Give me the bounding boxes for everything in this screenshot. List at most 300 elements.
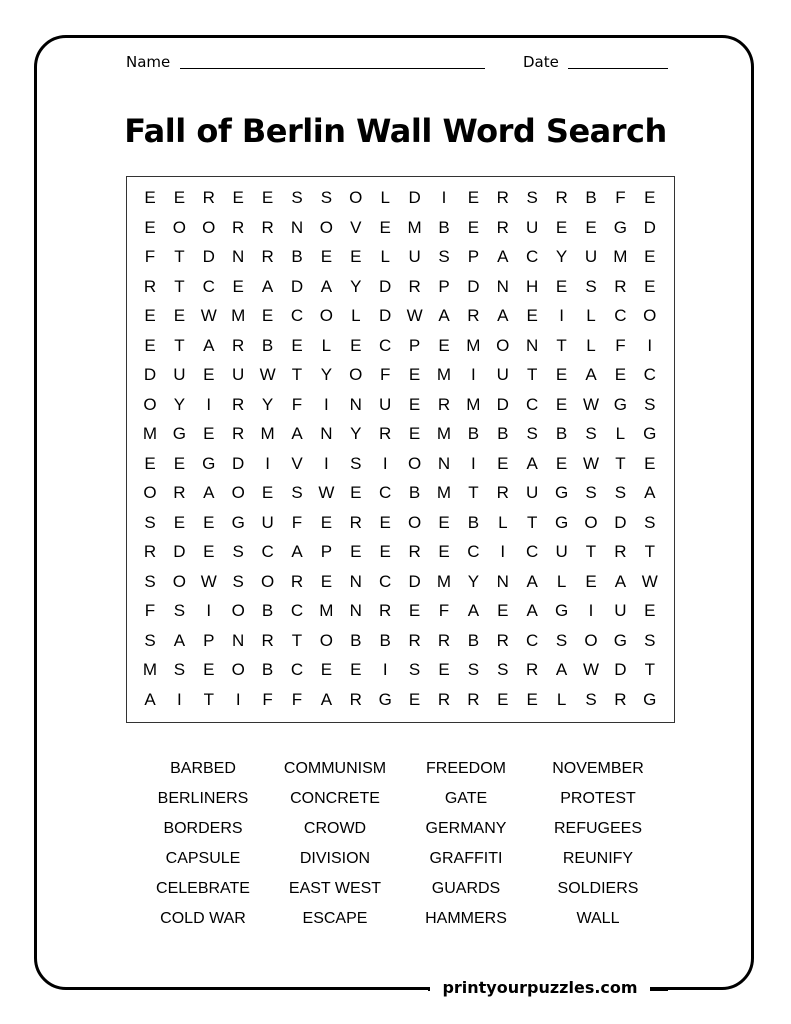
grid-letter[interactable]: B xyxy=(467,512,480,532)
grid-letter[interactable]: I xyxy=(500,542,506,561)
grid-letter[interactable]: P xyxy=(203,630,215,650)
grid-letter[interactable]: C xyxy=(379,335,392,355)
grid-letter[interactable]: C xyxy=(643,365,656,384)
grid-letter[interactable]: W xyxy=(582,660,600,679)
grid-letter[interactable]: S xyxy=(585,689,597,709)
grid-letter[interactable]: R xyxy=(143,276,157,296)
grid-letter[interactable]: S xyxy=(585,276,597,296)
grid-letter[interactable]: T xyxy=(585,542,597,561)
grid-letter[interactable]: F xyxy=(615,335,626,355)
grid-letter[interactable]: U xyxy=(584,247,598,266)
grid-letter[interactable]: S xyxy=(614,483,627,502)
grid-letter[interactable]: S xyxy=(173,601,186,620)
grid-letter[interactable]: R xyxy=(614,689,627,709)
grid-letter[interactable]: A xyxy=(291,424,303,443)
grid-letter[interactable]: W xyxy=(406,306,423,325)
grid-letter[interactable]: C xyxy=(290,306,304,325)
grid-letter[interactable]: T xyxy=(615,453,626,473)
grid-letter[interactable]: N xyxy=(349,571,362,591)
grid-letter[interactable]: D xyxy=(143,365,157,384)
grid-letter[interactable]: O xyxy=(172,571,186,591)
grid-letter[interactable]: E xyxy=(203,542,215,561)
grid-letter[interactable]: E xyxy=(350,542,362,561)
grid-letter[interactable]: R xyxy=(349,512,362,532)
grid-letter[interactable]: T xyxy=(526,512,538,532)
grid-letter[interactable]: R xyxy=(232,394,245,414)
grid-letter[interactable]: R xyxy=(173,483,186,502)
grid-letter[interactable]: B xyxy=(291,247,303,266)
grid-letter[interactable]: L xyxy=(498,512,508,532)
grid-letter[interactable]: D xyxy=(408,188,421,207)
grid-letter[interactable]: A xyxy=(203,483,215,502)
grid-letter[interactable]: A xyxy=(203,335,215,355)
grid-letter[interactable]: O xyxy=(349,365,363,384)
grid-letter[interactable]: A xyxy=(526,453,538,473)
grid-letter[interactable]: C xyxy=(526,542,539,561)
grid-letter[interactable]: S xyxy=(144,571,156,591)
grid-letter[interactable]: T xyxy=(174,335,185,355)
grid-letter[interactable]: F xyxy=(144,247,156,266)
grid-letter[interactable]: O xyxy=(202,217,216,237)
grid-letter[interactable]: B xyxy=(467,630,480,650)
grid-letter[interactable]: R xyxy=(496,630,509,650)
grid-letter[interactable]: I xyxy=(647,335,653,355)
grid-letter[interactable]: R xyxy=(261,630,274,650)
grid-letter[interactable]: A xyxy=(644,483,656,502)
grid-letter[interactable]: W xyxy=(641,571,658,591)
grid-letter[interactable]: B xyxy=(467,424,480,443)
grid-letter[interactable]: E xyxy=(644,247,656,266)
grid-letter[interactable]: D xyxy=(643,217,656,237)
grid-letter[interactable]: W xyxy=(318,483,335,502)
grid-letter[interactable]: L xyxy=(556,689,567,709)
grid-letter[interactable]: L xyxy=(380,247,390,266)
grid-letter[interactable]: O xyxy=(143,483,157,502)
grid-letter[interactable]: L xyxy=(556,571,567,591)
grid-letter[interactable]: E xyxy=(261,483,274,502)
grid-letter[interactable]: C xyxy=(290,601,304,620)
grid-letter[interactable]: B xyxy=(408,483,421,502)
grid-letter[interactable]: T xyxy=(174,247,185,266)
grid-letter[interactable]: O xyxy=(143,394,157,414)
grid-letter[interactable]: R xyxy=(379,424,392,443)
grid-letter[interactable]: R xyxy=(232,424,245,443)
grid-letter[interactable]: E xyxy=(144,306,156,325)
grid-letter[interactable]: D xyxy=(379,276,392,296)
grid-letter[interactable]: S xyxy=(408,660,421,679)
grid-letter[interactable]: S xyxy=(497,660,509,679)
grid-letter[interactable]: D xyxy=(496,394,509,414)
grid-letter[interactable]: C xyxy=(379,571,392,591)
grid-letter[interactable]: T xyxy=(644,542,655,561)
grid-letter[interactable]: E xyxy=(644,601,656,620)
grid-letter[interactable]: E xyxy=(379,217,391,237)
grid-letter[interactable]: U xyxy=(526,483,539,502)
grid-letter[interactable]: S xyxy=(467,660,480,679)
grid-letter[interactable]: E xyxy=(585,217,597,237)
grid-letter[interactable]: M xyxy=(613,247,628,266)
grid-letter[interactable]: B xyxy=(585,188,597,207)
grid-letter[interactable]: M xyxy=(142,660,158,679)
grid-letter[interactable]: S xyxy=(644,512,656,532)
grid-letter[interactable]: S xyxy=(555,630,568,650)
grid-letter[interactable]: G xyxy=(613,217,627,237)
grid-letter[interactable]: O xyxy=(231,483,245,502)
grid-letter[interactable]: A xyxy=(497,306,509,325)
grid-letter[interactable]: E xyxy=(467,188,480,207)
grid-letter[interactable]: B xyxy=(497,424,509,443)
grid-letter[interactable]: S xyxy=(585,483,597,502)
grid-letter[interactable]: B xyxy=(350,630,362,650)
grid-letter[interactable]: V xyxy=(350,217,362,237)
grid-letter[interactable]: A xyxy=(144,689,156,709)
grid-letter[interactable]: E xyxy=(438,660,450,679)
grid-letter[interactable]: C xyxy=(526,247,539,266)
grid-letter[interactable]: F xyxy=(144,601,156,620)
grid-letter[interactable]: D xyxy=(467,276,480,296)
grid-letter[interactable]: M xyxy=(436,483,452,502)
grid-letter[interactable]: E xyxy=(408,365,421,384)
grid-letter[interactable]: C xyxy=(261,542,274,561)
grid-letter[interactable]: G xyxy=(613,394,627,414)
grid-letter[interactable]: T xyxy=(203,689,214,709)
grid-letter[interactable]: A xyxy=(261,276,274,296)
grid-letter[interactable]: I xyxy=(588,601,594,620)
grid-letter[interactable]: A xyxy=(320,689,333,709)
grid-letter[interactable]: N xyxy=(349,601,362,620)
grid-letter[interactable]: Y xyxy=(261,394,274,414)
grid-letter[interactable]: N xyxy=(232,630,245,650)
grid-letter[interactable]: F xyxy=(291,394,303,414)
grid-letter[interactable]: E xyxy=(467,217,480,237)
grid-letter[interactable]: O xyxy=(584,630,598,650)
grid-letter[interactable]: S xyxy=(232,571,244,591)
grid-letter[interactable]: A xyxy=(614,571,627,591)
grid-letter[interactable]: O xyxy=(496,335,510,355)
grid-letter[interactable]: B xyxy=(261,335,274,355)
grid-letter[interactable]: E xyxy=(644,453,656,473)
grid-letter[interactable]: S xyxy=(144,512,156,532)
grid-letter[interactable]: R xyxy=(496,483,509,502)
grid-letter[interactable]: O xyxy=(407,512,422,532)
grid-letter[interactable]: A xyxy=(585,365,597,384)
grid-letter[interactable]: O xyxy=(643,306,657,325)
grid-letter[interactable]: E xyxy=(173,453,186,473)
grid-letter[interactable]: E xyxy=(291,335,303,355)
grid-letter[interactable]: E xyxy=(320,247,333,266)
grid-letter[interactable]: R xyxy=(437,689,451,709)
grid-letter[interactable]: G xyxy=(643,424,657,443)
grid-letter[interactable]: R xyxy=(232,217,245,237)
grid-letter[interactable]: S xyxy=(232,542,244,561)
grid-letter[interactable]: E xyxy=(438,335,450,355)
grid-letter[interactable]: E xyxy=(408,689,421,709)
grid-letter[interactable]: G xyxy=(554,512,569,532)
grid-letter[interactable]: F xyxy=(291,512,303,532)
grid-letter[interactable]: L xyxy=(351,306,361,325)
grid-letter[interactable]: O xyxy=(231,660,245,679)
grid-letter[interactable]: E xyxy=(350,483,362,502)
grid-letter[interactable]: L xyxy=(615,424,626,443)
grid-letter[interactable]: T xyxy=(291,365,303,384)
grid-letter[interactable]: O xyxy=(319,630,333,650)
grid-letter[interactable]: O xyxy=(349,188,363,207)
grid-letter[interactable]: E xyxy=(144,453,156,473)
grid-letter[interactable]: S xyxy=(438,247,450,266)
grid-letter[interactable]: D xyxy=(232,453,245,473)
grid-letter[interactable]: B xyxy=(261,601,274,620)
date-line[interactable] xyxy=(568,68,668,69)
grid-letter[interactable]: U xyxy=(614,601,627,620)
grid-letter[interactable]: G xyxy=(202,453,216,473)
grid-letter[interactable]: I xyxy=(471,453,476,473)
grid-letter[interactable]: R xyxy=(496,217,509,237)
grid-letter[interactable]: E xyxy=(350,660,362,679)
grid-letter[interactable]: E xyxy=(144,188,156,207)
grid-letter[interactable]: D xyxy=(290,276,304,296)
grid-letter[interactable]: S xyxy=(173,660,186,679)
grid-letter[interactable]: I xyxy=(471,365,476,384)
grid-letter[interactable]: A xyxy=(555,660,568,679)
grid-letter[interactable]: R xyxy=(496,188,509,207)
grid-letter[interactable]: E xyxy=(438,512,450,532)
grid-letter[interactable]: T xyxy=(291,630,303,650)
grid-letter[interactable]: R xyxy=(143,542,157,561)
grid-letter[interactable]: Y xyxy=(173,394,186,414)
grid-letter[interactable]: B xyxy=(555,424,568,443)
grid-letter[interactable]: E xyxy=(350,335,362,355)
grid-letter[interactable]: E xyxy=(614,365,627,384)
grid-letter[interactable]: E xyxy=(232,188,244,207)
grid-letter[interactable]: E xyxy=(408,424,421,443)
grid-letter[interactable]: T xyxy=(556,335,567,355)
grid-letter[interactable]: R xyxy=(202,188,215,207)
grid-letter[interactable]: O xyxy=(319,306,333,325)
grid-letter[interactable]: L xyxy=(321,335,332,355)
grid-letter[interactable]: R xyxy=(349,689,362,709)
grid-letter[interactable]: E xyxy=(555,453,568,473)
grid-letter[interactable]: U xyxy=(526,217,539,237)
grid-letter[interactable]: Y xyxy=(350,276,362,296)
grid-letter[interactable]: Y xyxy=(555,247,568,266)
grid-letter[interactable]: N xyxy=(526,335,539,355)
grid-letter[interactable]: H xyxy=(526,276,539,296)
grid-letter[interactable]: W xyxy=(200,306,217,325)
grid-letter[interactable]: L xyxy=(586,335,596,355)
grid-letter[interactable]: R xyxy=(437,394,451,414)
grid-letter[interactable]: A xyxy=(526,571,538,591)
grid-letter[interactable]: U xyxy=(555,542,568,561)
grid-letter[interactable]: M xyxy=(231,306,246,325)
grid-letter[interactable]: E xyxy=(497,601,509,620)
grid-letter[interactable]: M xyxy=(466,394,481,414)
grid-letter[interactable]: E xyxy=(144,217,156,237)
grid-letter[interactable]: L xyxy=(586,306,596,325)
grid-letter[interactable]: U xyxy=(496,365,509,384)
grid-letter[interactable]: T xyxy=(174,276,185,296)
grid-letter[interactable]: F xyxy=(615,188,626,207)
grid-letter[interactable]: F xyxy=(291,689,303,709)
grid-letter[interactable]: E xyxy=(555,394,568,414)
grid-letter[interactable]: L xyxy=(380,188,390,207)
grid-letter[interactable]: E xyxy=(320,660,333,679)
grid-letter[interactable]: R xyxy=(614,542,627,561)
grid-letter[interactable]: F xyxy=(438,601,450,620)
grid-letter[interactable]: F xyxy=(262,689,273,709)
grid-letter[interactable]: E xyxy=(644,276,656,296)
grid-letter[interactable]: R xyxy=(408,630,421,650)
grid-letter[interactable]: Y xyxy=(350,424,362,443)
grid-letter[interactable]: I xyxy=(206,601,212,620)
grid-letter[interactable]: E xyxy=(555,217,568,237)
grid-letter[interactable]: R xyxy=(290,571,304,591)
grid-letter[interactable]: U xyxy=(261,512,274,532)
grid-letter[interactable]: R xyxy=(408,276,421,296)
grid-letter[interactable]: I xyxy=(441,188,447,207)
grid-letter[interactable]: G xyxy=(554,601,569,620)
grid-letter[interactable]: S xyxy=(585,424,597,443)
grid-letter[interactable]: R xyxy=(261,247,274,266)
grid-letter[interactable]: G xyxy=(643,689,657,709)
grid-letter[interactable]: C xyxy=(526,394,539,414)
grid-letter[interactable]: A xyxy=(438,306,450,325)
grid-letter[interactable]: I xyxy=(382,660,388,679)
grid-letter[interactable]: E xyxy=(526,689,538,709)
grid-letter[interactable]: I xyxy=(177,689,182,709)
grid-letter[interactable]: G xyxy=(378,689,392,709)
grid-letter[interactable]: U xyxy=(173,365,186,384)
grid-letter[interactable]: T xyxy=(526,365,538,384)
grid-letter[interactable]: I xyxy=(235,689,241,709)
grid-letter[interactable]: R xyxy=(261,217,274,237)
grid-letter[interactable]: N xyxy=(320,424,333,443)
grid-letter[interactable]: A xyxy=(291,542,303,561)
grid-letter[interactable]: I xyxy=(206,394,212,414)
grid-letter[interactable]: D xyxy=(408,571,421,591)
grid-letter[interactable]: R xyxy=(437,630,451,650)
grid-letter[interactable]: N xyxy=(496,276,509,296)
grid-letter[interactable]: A xyxy=(467,601,480,620)
grid-letter[interactable]: R xyxy=(467,689,480,709)
grid-letter[interactable]: Y xyxy=(467,571,480,591)
grid-letter[interactable]: M xyxy=(436,365,452,384)
grid-letter[interactable]: W xyxy=(200,571,217,591)
grid-letter[interactable]: R xyxy=(526,660,539,679)
grid-letter[interactable]: C xyxy=(202,276,215,296)
grid-letter[interactable]: R xyxy=(232,335,245,355)
grid-letter[interactable]: N xyxy=(437,453,451,473)
grid-letter[interactable]: I xyxy=(559,306,564,325)
grid-letter[interactable]: S xyxy=(320,188,333,207)
grid-letter[interactable]: A xyxy=(320,276,333,296)
grid-letter[interactable]: M xyxy=(260,424,275,443)
grid-letter[interactable]: E xyxy=(408,601,421,620)
grid-letter[interactable]: E xyxy=(379,512,391,532)
grid-letter[interactable]: O xyxy=(260,571,275,591)
grid-letter[interactable]: D xyxy=(173,542,186,561)
grid-letter[interactable]: E xyxy=(497,689,509,709)
grid-letter[interactable]: O xyxy=(407,453,422,473)
grid-letter[interactable]: R xyxy=(555,188,568,207)
grid-letter[interactable]: N xyxy=(232,247,245,266)
grid-letter[interactable]: R xyxy=(408,542,421,561)
grid-letter[interactable]: R xyxy=(467,306,480,325)
grid-letter[interactable]: E xyxy=(320,571,333,591)
grid-letter[interactable]: A xyxy=(497,247,509,266)
grid-letter[interactable]: F xyxy=(379,365,391,384)
grid-letter[interactable]: E xyxy=(261,188,274,207)
grid-letter[interactable]: S xyxy=(291,483,303,502)
grid-letter[interactable]: S xyxy=(644,394,656,414)
grid-letter[interactable]: E xyxy=(261,306,274,325)
grid-letter[interactable]: E xyxy=(173,306,186,325)
grid-letter[interactable]: E xyxy=(203,660,215,679)
grid-letter[interactable]: E xyxy=(320,512,333,532)
grid-letter[interactable]: A xyxy=(526,601,538,620)
grid-letter[interactable]: M xyxy=(466,335,481,355)
grid-letter[interactable]: I xyxy=(324,453,329,473)
grid-letter[interactable]: R xyxy=(614,276,627,296)
grid-letter[interactable]: U xyxy=(379,394,392,414)
grid-letter[interactable]: N xyxy=(290,217,304,237)
grid-letter[interactable]: S xyxy=(144,630,156,650)
grid-letter[interactable]: O xyxy=(172,217,186,237)
grid-letter[interactable]: E xyxy=(203,365,215,384)
grid-letter[interactable]: M xyxy=(407,217,422,237)
grid-letter[interactable]: E xyxy=(350,247,362,266)
grid-letter[interactable]: I xyxy=(324,394,329,414)
grid-letter[interactable]: O xyxy=(319,217,333,237)
grid-letter[interactable]: C xyxy=(614,306,627,325)
grid-letter[interactable]: E xyxy=(203,424,215,443)
grid-letter[interactable]: D xyxy=(202,247,215,266)
grid-letter[interactable]: U xyxy=(408,247,421,266)
grid-letter[interactable]: R xyxy=(379,601,392,620)
grid-letter[interactable]: E xyxy=(644,188,656,207)
grid-letter[interactable]: Y xyxy=(320,365,333,384)
grid-letter[interactable]: G xyxy=(613,630,627,650)
grid-letter[interactable]: E xyxy=(526,306,538,325)
grid-letter[interactable]: T xyxy=(468,483,479,502)
grid-letter[interactable]: C xyxy=(290,660,304,679)
grid-letter[interactable]: C xyxy=(526,630,539,650)
grid-letter[interactable]: I xyxy=(382,453,388,473)
grid-letter[interactable]: S xyxy=(644,630,656,650)
grid-letter[interactable]: B xyxy=(379,630,391,650)
grid-letter[interactable]: E xyxy=(232,276,244,296)
grid-letter[interactable]: D xyxy=(614,660,627,679)
grid-letter[interactable]: C xyxy=(467,542,480,561)
grid-letter[interactable]: B xyxy=(438,217,450,237)
grid-letter[interactable]: P xyxy=(408,335,421,355)
grid-letter[interactable]: M xyxy=(142,424,158,443)
grid-letter[interactable]: D xyxy=(379,306,392,325)
grid-letter[interactable]: A xyxy=(173,630,186,650)
grid-letter[interactable]: W xyxy=(582,394,600,414)
grid-letter[interactable]: M xyxy=(436,424,452,443)
grid-letter[interactable]: E xyxy=(144,335,156,355)
grid-letter[interactable]: C xyxy=(379,483,392,502)
grid-letter[interactable]: P xyxy=(467,247,480,266)
grid-letter[interactable]: B xyxy=(261,660,274,679)
grid-letter[interactable]: M xyxy=(436,571,452,591)
grid-letter[interactable]: I xyxy=(265,453,270,473)
grid-letter[interactable]: G xyxy=(231,512,245,532)
grid-letter[interactable]: M xyxy=(319,601,334,620)
grid-letter[interactable]: E xyxy=(173,188,186,207)
grid-letter[interactable]: E xyxy=(555,365,568,384)
grid-letter[interactable]: E xyxy=(585,571,597,591)
